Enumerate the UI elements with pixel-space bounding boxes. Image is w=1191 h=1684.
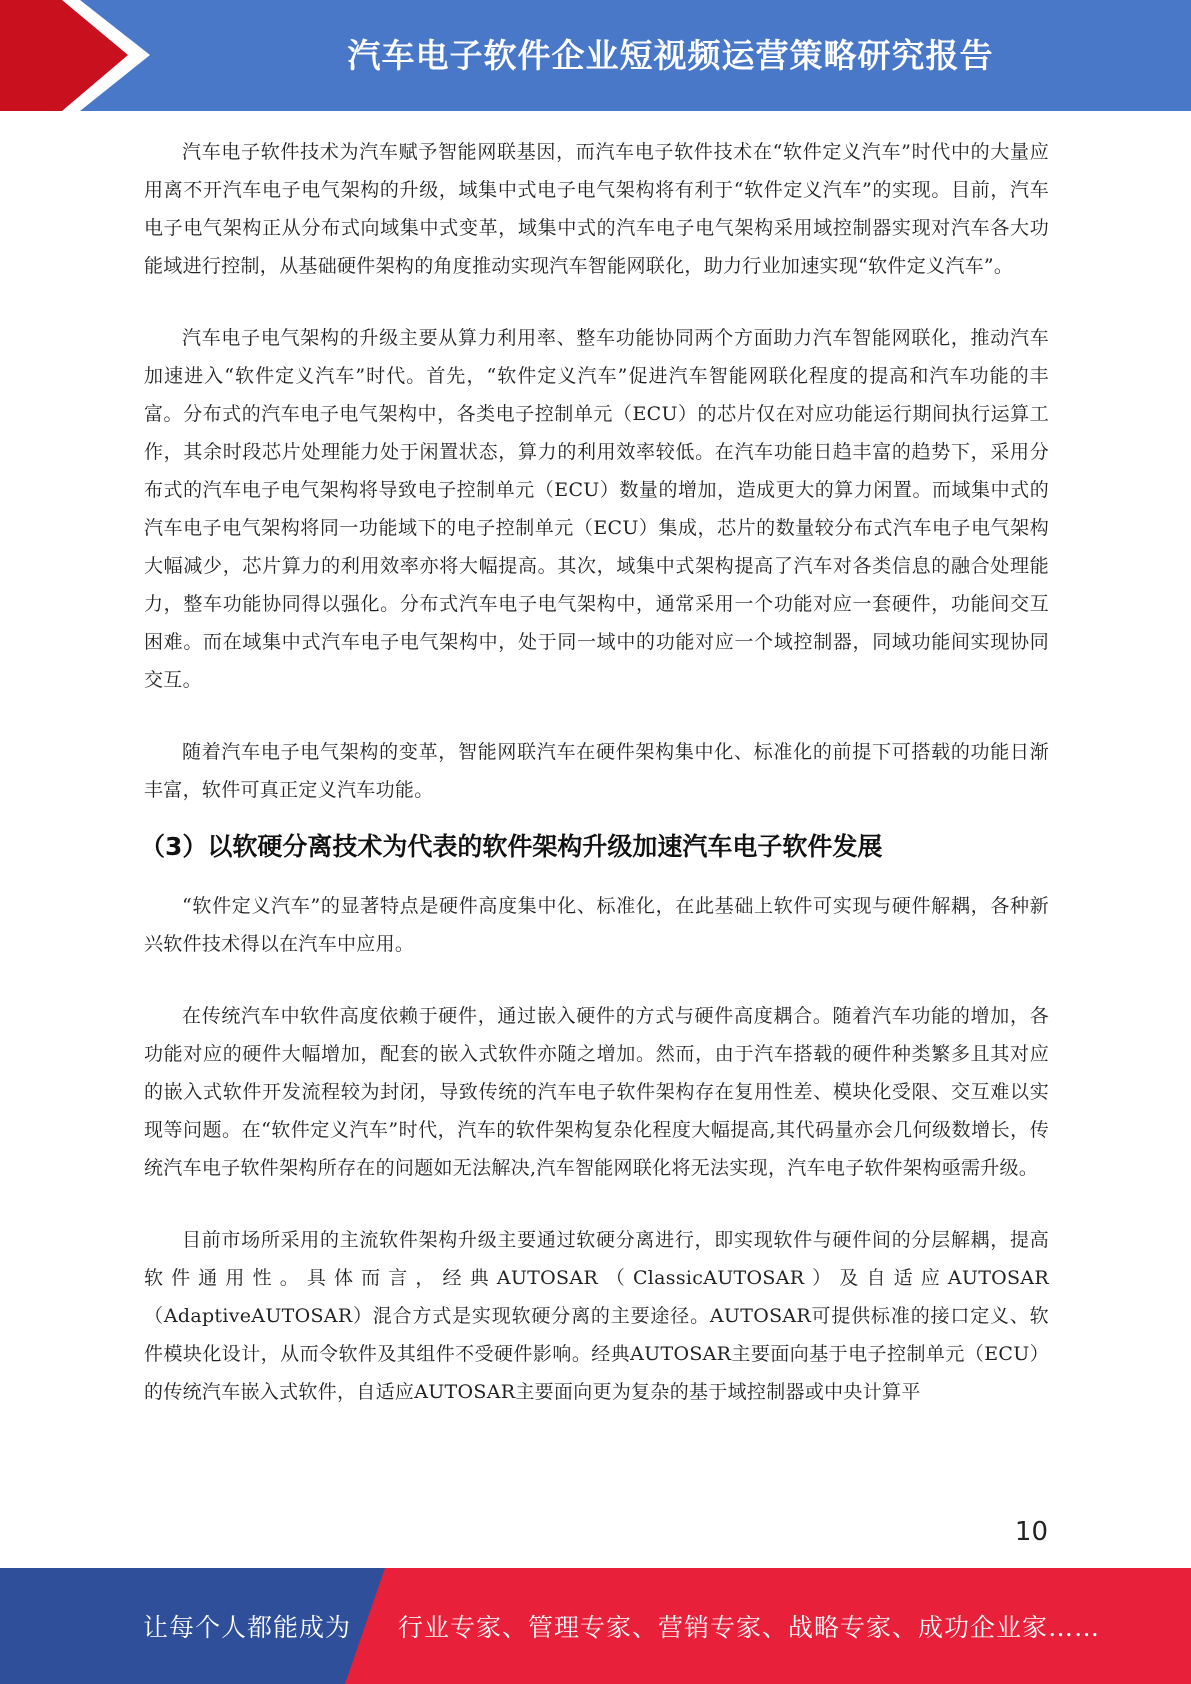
paragraph: 在传统汽车中软件高度依赖于硬件，通过嵌入硬件的方式与硬件高度耦合。随着汽车功能的增加，各功能对应的硬件大幅增加，配套的嵌入式软件亦随之增加。然而，由于汽车搭载的硬件种类繁多且其对应的嵌入式软件开发流程较为封闭，导致传统的汽车电子软件架构存在复用性差、模块化受限、交互难以实现等问题。在“软件定义汽车”时代，汽车的软件架构复杂化程度大幅提高,其代码量亦会几何级数增长，传统汽车电子软件架构所存在的问题如无法解决,汽车智能网联化将无法实现，汽车电子软件架构亟需升级。 [144,1005,1049,1179]
paragraph: 汽车电子软件技术为汽车赋予智能网联基因，而汽车电子软件技术在“软件定义汽车”时代中的大量应用离不开汽车电子电气架构的升级，域集中式电子电气架构将有利于“软件定义汽车”的实现。目前，汽车电子电气架构正从分布式向域集中式变革，域集中式的汽车电子电气架构采用域控制器实现对汽车各大功能域进行控制，从基础硬件架构的角度推动实现汽车智能网联化，助力行业加速实现“软件定义汽车”。 [144,141,1049,277]
paragraph: “软件定义汽车”的显著特点是硬件高度集中化、标准化，在此基础上软件可实现与硬件解耦，各种新兴软件技术得以在汽车中应用。 [144,895,1049,955]
chevron-arrow-icon [0,0,160,111]
report-header [0,0,1191,111]
page-number: 10 [1014,1517,1048,1547]
paragraph: 目前市场所采用的主流软件架构升级主要通过软硬分离进行，即实现软件与硬件间的分层解耦，提高软件通用性。具体而言，经典AUTOSAR（ClassicAUTOSAR）及自适应AUTOSAR（AdaptiveAUTOSAR）混合方式是实现软硬分离的主要途径。AUTOSAR可提供标准的接口定义、软件模块化设计，从而令软件及其组件不受硬件影响。经典AUTOSAR主要面向基于电子控制单元（ECU）的传统汽车嵌入式软件，自适应AUTOSAR主要面向更为复杂的基于域控制器或中央计算平 [144,1229,1049,1403]
section-heading: （3）以软硬分离技术为代表的软件架构升级加速汽车电子软件发展 [140,832,883,861]
footer-banner [0,1568,1191,1684]
paragraph: 随着汽车电子电气架构的变革，智能网联汽车在硬件架构集中化、标准化的前提下可搭载的功能日渐丰富，软件可真正定义汽车功能。 [144,741,1049,801]
report-title: 汽车电子软件企业短视频运营策略研究报告 [347,35,994,75]
footer-slogan-right: 行业专家、管理专家、营销专家、战略专家、成功企业家…… [398,1613,1101,1642]
paragraph: 汽车电子电气架构的升级主要从算力利用率、整车功能协同两个方面助力汽车智能网联化，推动汽车加速进入“软件定义汽车”时代。首先，“软件定义汽车”促进汽车智能网联化程度的提高和汽车功能的丰富。分布式的汽车电子电气架构中，各类电子控制单元（ECU）的芯片仅在对应功能运行期间执行运算工作，其余时段芯片处理能力处于闲置状态，算力的利用效率较低。在汽车功能日趋丰富的趋势下，采用分布式的汽车电子电气架构将导致电子控制单元（ECU）数量的增加，造成更大的算力闲置。而域集中式的汽车电子电气架构将同一功能域下的电子控制单元（ECU）集成，芯片的数量较分布式汽车电子电气架构大幅减少，芯片算力的利用效率亦将大幅提高。其次，域集中式架构提高了汽车对各类信息的融合处理能力，整车功能协同得以强化。分布式汽车电子电气架构中，通常采用一个功能对应一套硬件，功能间交互困难。而在域集中式汽车电子电气架构中，处于同一域中的功能对应一个域控制器，同域功能间实现协同交互。 [144,327,1049,691]
footer-slogan-left: 让每个人都能成为 [143,1613,352,1642]
main-content [140,133,1049,1411]
